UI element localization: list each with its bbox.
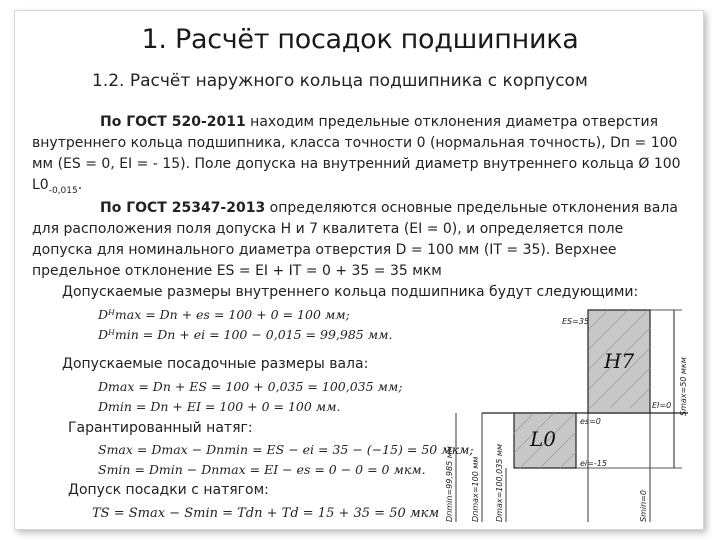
page-title: 1. Расчёт посадок подшипника <box>141 24 579 55</box>
gost-25347-ref: По ГОСТ 25347-2013 <box>100 200 266 216</box>
label-smin-rotated: Smin=0 <box>639 490 648 522</box>
formula-shaft-min: Dmin = Dп + EI = 100 + 0 = 100 мм. <box>98 399 341 414</box>
page-subtitle: 1.2. Расчёт наружного кольца подшипника с корпусом <box>92 71 588 91</box>
paragraph-1-end: . <box>77 177 83 193</box>
paragraph-1-text: находим предельные отклонения диаметра отверстия внутреннего кольца подшипника, класса точности 0 (нормальная точность), Dп = 100 мм (ES = 0, EI = - 15). Поле допуска на внутренний диаметр внутреннего кольца Ø 100 L0 <box>32 114 681 193</box>
formula-s-min: Smin = Dmin − Dпmax = EI − es = 0 − 0 = 0 мкм. <box>98 462 426 477</box>
label-l0: L0 <box>530 427 557 451</box>
tolerance-subscript: -0,015 <box>48 185 78 196</box>
formula-shaft-max: Dmax = Dп + ES = 100 + 0,035 = 100,035 мм; <box>98 379 403 394</box>
label-ei-minus15: ei=-15 <box>580 459 607 468</box>
label-h7: H7 <box>604 349 635 373</box>
label-dmax-rotated: Dmax=100,035 мм <box>495 444 504 522</box>
label-inner-ring-sizes: Допускаемые размеры внутреннего кольца подшипника будут следующими: <box>62 284 639 300</box>
formula-inner-max: Dᴴmax = Dп + es = 100 + 0 = 100 мм; <box>98 307 350 322</box>
label-dmin-rotated: Dпmin=99,985 мм <box>445 446 454 522</box>
label-guaranteed-interference: Гарантированный натяг: <box>68 420 253 436</box>
formula-s-max: Smax = Dmax − Dпmin = ES − ei = 35 − (−15) = 50 мкм; <box>98 442 474 457</box>
tolerance-diagram <box>420 300 696 525</box>
label-smax: Smax=50 мкм <box>679 357 688 416</box>
paragraph-gost-520 <box>32 112 684 202</box>
label-fit-tolerance: Допуск посадки с натягом: <box>68 482 269 498</box>
formula-ts: TS = Smax − Smin = Tdп + Td = 15 + 35 = 50 мкм <box>92 506 440 521</box>
gost-520-ref: По ГОСТ 520-2011 <box>100 114 246 130</box>
label-shaft-sizes: Допускаемые посадочные размеры вала: <box>62 356 369 372</box>
formula-inner-min: Dᴴmin = Dп + ei = 100 − 0,015 = 99,985 мм. <box>98 327 393 342</box>
paragraph-2-text: определяются основные предельные отклонения вала для расположения поля допуска H и 7 квалитета (EI = 0), и определяется поле допуска для номинального диаметра отверстия D = 100 мм (IT = 35). Верхнее предельное отклонение ES = EI + IT = 0 + 35 = 35 мкм <box>32 200 678 279</box>
label-dpmax-rotated: Dпmax=100 мм <box>471 456 480 522</box>
label-es: ES=35 <box>562 317 590 326</box>
label-es-zero: es=0 <box>580 417 601 426</box>
paragraph-gost-25347 <box>32 198 684 282</box>
label-ei: EI=0 <box>652 401 672 410</box>
